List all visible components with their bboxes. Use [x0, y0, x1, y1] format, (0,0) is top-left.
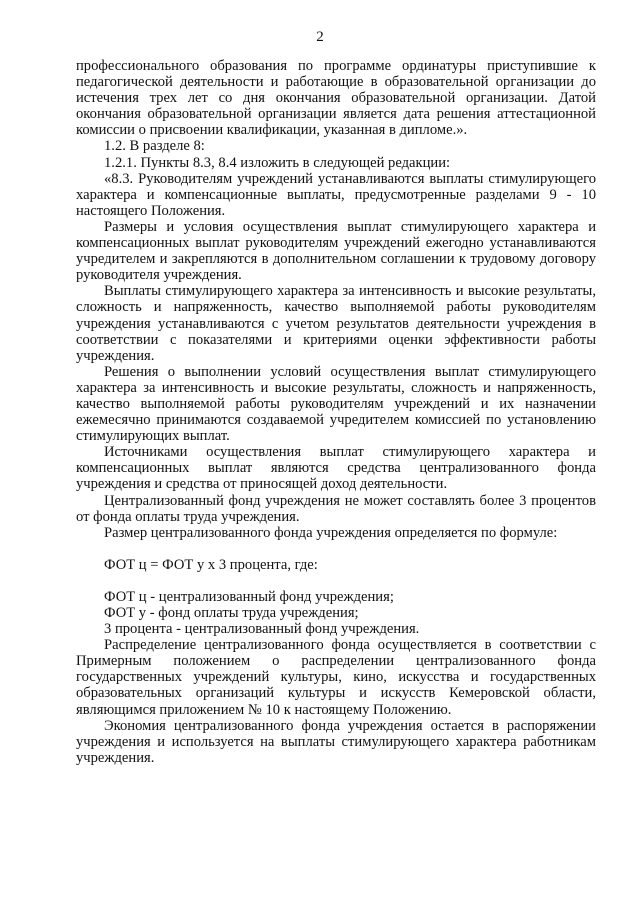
paragraph-fund-limit: Централизованный фонд учреждения не может составлять более 3 процентов от фонда оплаты труда учреждения.: [76, 492, 596, 525]
formula-legend-fot-u: ФОТ у - фонд оплаты труда учреждения;: [104, 605, 359, 621]
page-number: 2: [316, 29, 324, 45]
paragraph-continuation: профессионального образования по программе ординатуры приступившие к педагогической деятельности и работающие в образовательной организации до истечения трех лет со дня окончания образовательной организации. Датой окончания образовательной организации является дата решения аттестационной комиссии о присвоении квалификации, указанная в дипломе.».: [76, 58, 596, 139]
paragraph-decisions: Решения о выполнении условий осуществления выплат стимулирующего характера за интенсивность и высокие результаты, сложность и напряженность, качество выполняемой работы руководителям учреждений и их назначении ежемесячно принимаются создаваемой учредителем комиссией по установлению стимулирующих выплат.: [76, 363, 596, 445]
paragraph-savings: Экономия централизованного фонда учреждения остается в распоряжении учреждения и используется на выплаты стимулирующего характера работникам учреждения.: [76, 717, 596, 766]
paragraph-clause-ref: 1.2.1. Пункты 8.3, 8.4 изложить в следующей редакции:: [104, 154, 451, 171]
formula-legend-percent: 3 процента - централизованный фонд учреждения.: [104, 621, 420, 638]
paragraph-section-ref: 1.2. В разделе 8:: [104, 138, 205, 155]
paragraph-formula-intro: Размер централизованного фонда учреждения определяется по формуле:: [104, 524, 558, 541]
paragraph-sources: Источниками осуществления выплат стимулирующего характера и компенсационных выплат являются средства централизованного фонда учреждения и средства от приносящей доход деятельности.: [76, 444, 596, 493]
document-body: [76, 58, 596, 766]
paragraph-sizes-conditions: Размеры и условия осуществления выплат стимулирующего характера и компенсационных выплат руководителям учреждений ежегодно устанавливаются учредителем и закрепляются в дополнительном соглашении к трудовому договору руководителя учреждения.: [76, 218, 596, 284]
paragraph-distribution: Распределение централизованного фонда осуществляется в соответствии с Примерным положением о распределении централизованного фонда государственных учреждений культуры, кино, искусства и государственных образовательных организаций культуры и искусств Кемеровской области, являющимся приложением № 10 к настоящему Положению.: [76, 637, 596, 718]
formula-legend-fot-c: ФОТ ц - централизованный фонд учреждения;: [104, 588, 394, 605]
formula: ФОТ ц = ФОТ у х 3 процента, где:: [104, 556, 318, 573]
paragraph-incentive-payments: Выплаты стимулирующего характера за интенсивность и высокие результаты, сложность и напряженность, качество выполняемой работы руководителям учреждения устанавливаются с учетом результатов деятельности учреждения в соответствии с показателями и критериями оценки эффективности работы учреждения.: [76, 283, 596, 364]
paragraph-8-3: «8.3. Руководителям учреждений устанавливаются выплаты стимулирующего характера и компенсационные выплаты, предусмотренные разделами 9 - 10 настоящего Положения.: [76, 170, 596, 219]
